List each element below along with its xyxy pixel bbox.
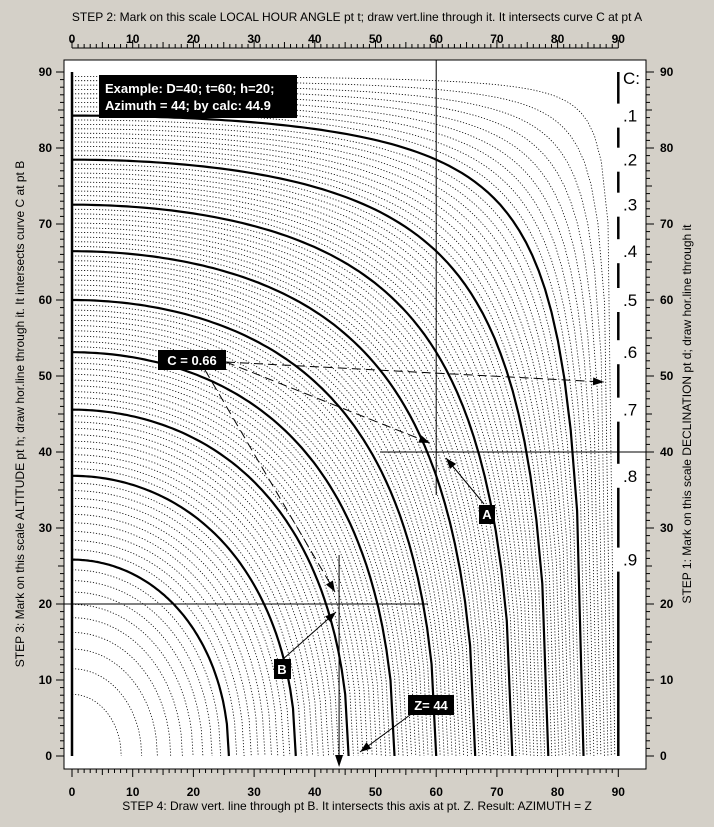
c-value-label: C = 0.66 [167,353,217,368]
point-a-label: A [482,507,492,522]
tick-label-bottom: 70 [490,785,504,799]
tick-label-bottom: 0 [68,785,76,799]
tick-label-bottom: 50 [368,785,383,799]
tick-label-left: 70 [38,217,52,231]
tick-label-left: 40 [38,445,52,459]
c-label: .1 [623,106,638,126]
tick-label-left: 90 [38,65,52,79]
tick-label-bottom: 90 [611,785,625,799]
tick-label-top: 20 [186,32,201,46]
tick-label-top: 10 [126,32,140,46]
tick-label-top: 0 [68,32,76,46]
tick-label-left: 20 [38,597,52,611]
tick-label-left: 30 [38,521,52,535]
tick-label-top: 60 [429,32,443,46]
c-label: .7 [623,400,638,420]
tick-label-bottom: 20 [186,785,201,799]
point-z-callout [408,695,454,715]
c-label: .6 [623,343,638,363]
tick-label-right: 30 [660,521,674,535]
point-a-callout [479,505,495,524]
c-label: .2 [623,150,638,170]
tick-label-right: 60 [660,293,674,307]
tick-label-right: 70 [660,217,674,231]
tick-label-left: 50 [38,369,52,383]
step1-instruction: STEP 1: Mark on this scale DECLINATION pt d; draw hor.line through it [680,224,694,604]
point-b-label: B [277,662,287,677]
c-label: .8 [623,466,638,486]
tick-label-right: 90 [660,65,674,79]
tick-label-right: 0 [660,749,667,763]
step4-instruction: STEP 4: Draw vert. line through pt B. It intersects this axis at pt. Z. Result: AZIMUTH = Z [122,799,592,813]
tick-label-right: 80 [660,141,674,155]
tick-label-top: 80 [550,32,565,46]
tick-label-bottom: 80 [550,785,565,799]
example-line-1: Example: D=40; t=60; h=20; [105,81,275,96]
tick-label-top: 40 [308,32,322,46]
plot-area [64,60,646,769]
c-value-callout [158,350,226,370]
tick-label-right: 10 [660,673,674,687]
tick-label-left: 60 [38,293,52,307]
tick-label-bottom: 40 [308,785,322,799]
tick-label-bottom: 10 [126,785,140,799]
tick-label-top: 50 [368,32,383,46]
c-scale-header: C: [623,69,640,88]
tick-label-top: 30 [247,32,261,46]
c-label: .4 [623,242,638,262]
step2-instruction: STEP 2: Mark on this scale LOCAL HOUR ANGLE pt t; draw vert.line through it. It intersects curve C at pt A [71,10,643,24]
tick-label-left: 80 [38,141,52,155]
tick-label-right: 20 [660,597,674,611]
example-line-2: Azimuth = 44; by calc: 44.9 [105,98,271,113]
tick-label-left: 10 [38,673,52,687]
tick-label-right: 40 [660,445,674,459]
c-label: .9 [623,550,638,570]
tick-label-bottom: 30 [247,785,261,799]
tick-label-left: 0 [45,749,52,763]
example-box [99,75,297,118]
point-z-label: Z= 44 [414,698,448,713]
point-b-callout [274,659,291,679]
tick-label-bottom: 60 [429,785,443,799]
tick-label-right: 50 [660,369,674,383]
tick-label-top: 70 [490,32,504,46]
tick-label-top: 90 [611,32,625,46]
c-label: .5 [623,291,638,310]
step3-instruction: STEP 3: Mark on this scale ALTITUDE pt h; draw hor.line through it. It intersects curve C at pt B [13,160,27,668]
c-label: .3 [623,195,638,215]
